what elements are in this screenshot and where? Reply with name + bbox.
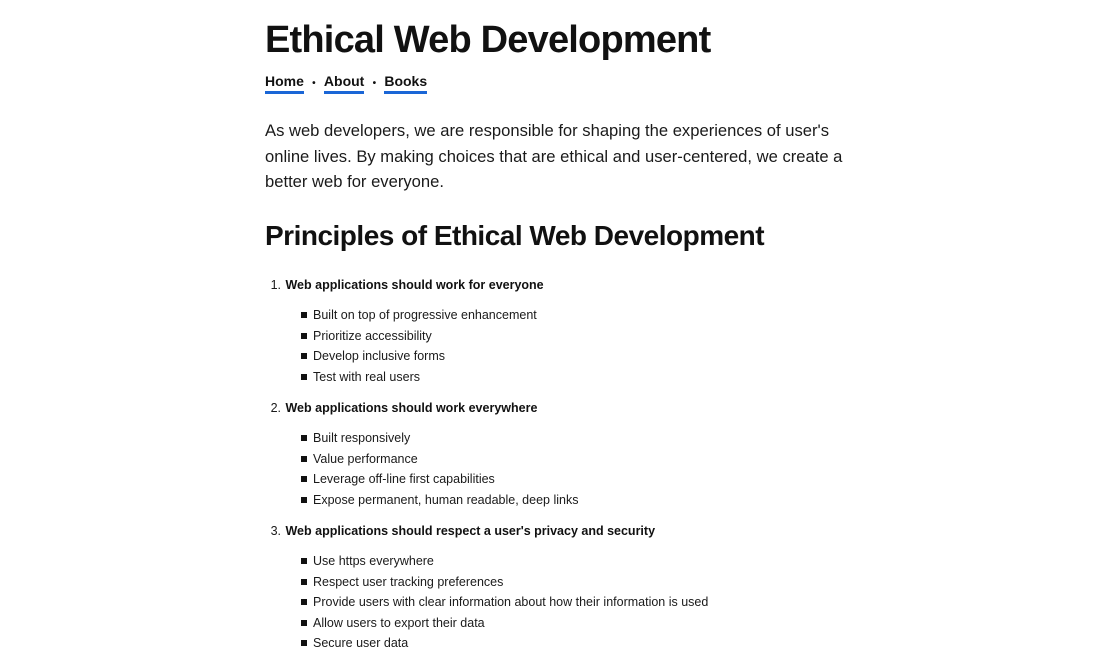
principle-number: 2. (270, 401, 281, 415)
principle-title: Web applications should work everywhere (285, 401, 538, 415)
square-bullet-icon (301, 497, 307, 503)
point-text: Prioritize accessibility (313, 328, 432, 343)
principle-number: 3. (270, 524, 281, 538)
principle-title: Web applications should work for everyone (285, 278, 544, 292)
point-text: Allow users to export their data (313, 615, 485, 630)
site-title: Ethical Web Development (265, 19, 711, 61)
principle-item (265, 277, 845, 384)
nav-link-books[interactable]: Books (384, 72, 427, 94)
principle-header (265, 400, 845, 416)
principle-points (301, 307, 537, 389)
point-text: Built responsively (313, 431, 411, 445)
square-bullet-icon (301, 620, 307, 626)
square-bullet-icon (301, 353, 307, 359)
square-bullet-icon (301, 333, 307, 339)
list-item (301, 348, 537, 369)
point-text: Built on top of progressive enhancement (313, 308, 537, 322)
principle-item (265, 523, 845, 650)
point-text: Provide users with clear information about how their information is used (313, 595, 709, 609)
main-nav (265, 72, 427, 94)
nav-separator: • (372, 77, 377, 89)
nav-link-about[interactable]: About (324, 72, 364, 94)
list-item (301, 594, 708, 615)
point-text: Develop inclusive forms (313, 349, 445, 363)
square-bullet-icon (301, 435, 307, 441)
nav-link-home[interactable]: Home (265, 72, 304, 94)
square-bullet-icon (301, 476, 307, 482)
point-text: Value performance (313, 451, 418, 466)
list-item (301, 471, 578, 492)
point-text: Leverage off-line first capabilities (313, 472, 495, 486)
list-item (301, 451, 578, 472)
principle-title: Web applications should respect a user's privacy and security (285, 524, 656, 538)
list-item (301, 615, 708, 636)
point-text: Secure user data (313, 636, 409, 650)
list-item (301, 430, 578, 451)
square-bullet-icon (301, 599, 307, 605)
list-item (301, 553, 708, 574)
list-item (301, 369, 537, 390)
square-bullet-icon (301, 579, 307, 585)
square-bullet-icon (301, 640, 307, 646)
square-bullet-icon (301, 312, 307, 318)
square-bullet-icon (301, 456, 307, 462)
intro-paragraph: As web developers, we are responsible for shaping the experiences of user's online lives. By making choices that are ethical and user-centered, we create a better web for everyone. (265, 121, 843, 191)
principle-points (301, 430, 578, 512)
list-item (301, 492, 578, 513)
principle-points (301, 553, 708, 656)
point-text: Expose permanent, human readable, deep links (313, 492, 579, 507)
point-text: Use https everywhere (313, 554, 434, 568)
nav-separator: • (312, 77, 316, 89)
square-bullet-icon (301, 374, 307, 380)
point-text: Test with real users (313, 369, 420, 384)
principle-header (265, 523, 845, 539)
principle-item (265, 400, 845, 507)
list-item (301, 307, 537, 328)
square-bullet-icon (301, 558, 307, 564)
principles-heading: Principles of Ethical Web Development (265, 220, 765, 251)
list-item (301, 328, 537, 349)
point-text: Respect user tracking preferences (313, 574, 504, 589)
list-item (301, 635, 708, 656)
principle-number: 1. (270, 278, 281, 292)
list-item (301, 574, 708, 595)
principle-header (265, 277, 845, 293)
